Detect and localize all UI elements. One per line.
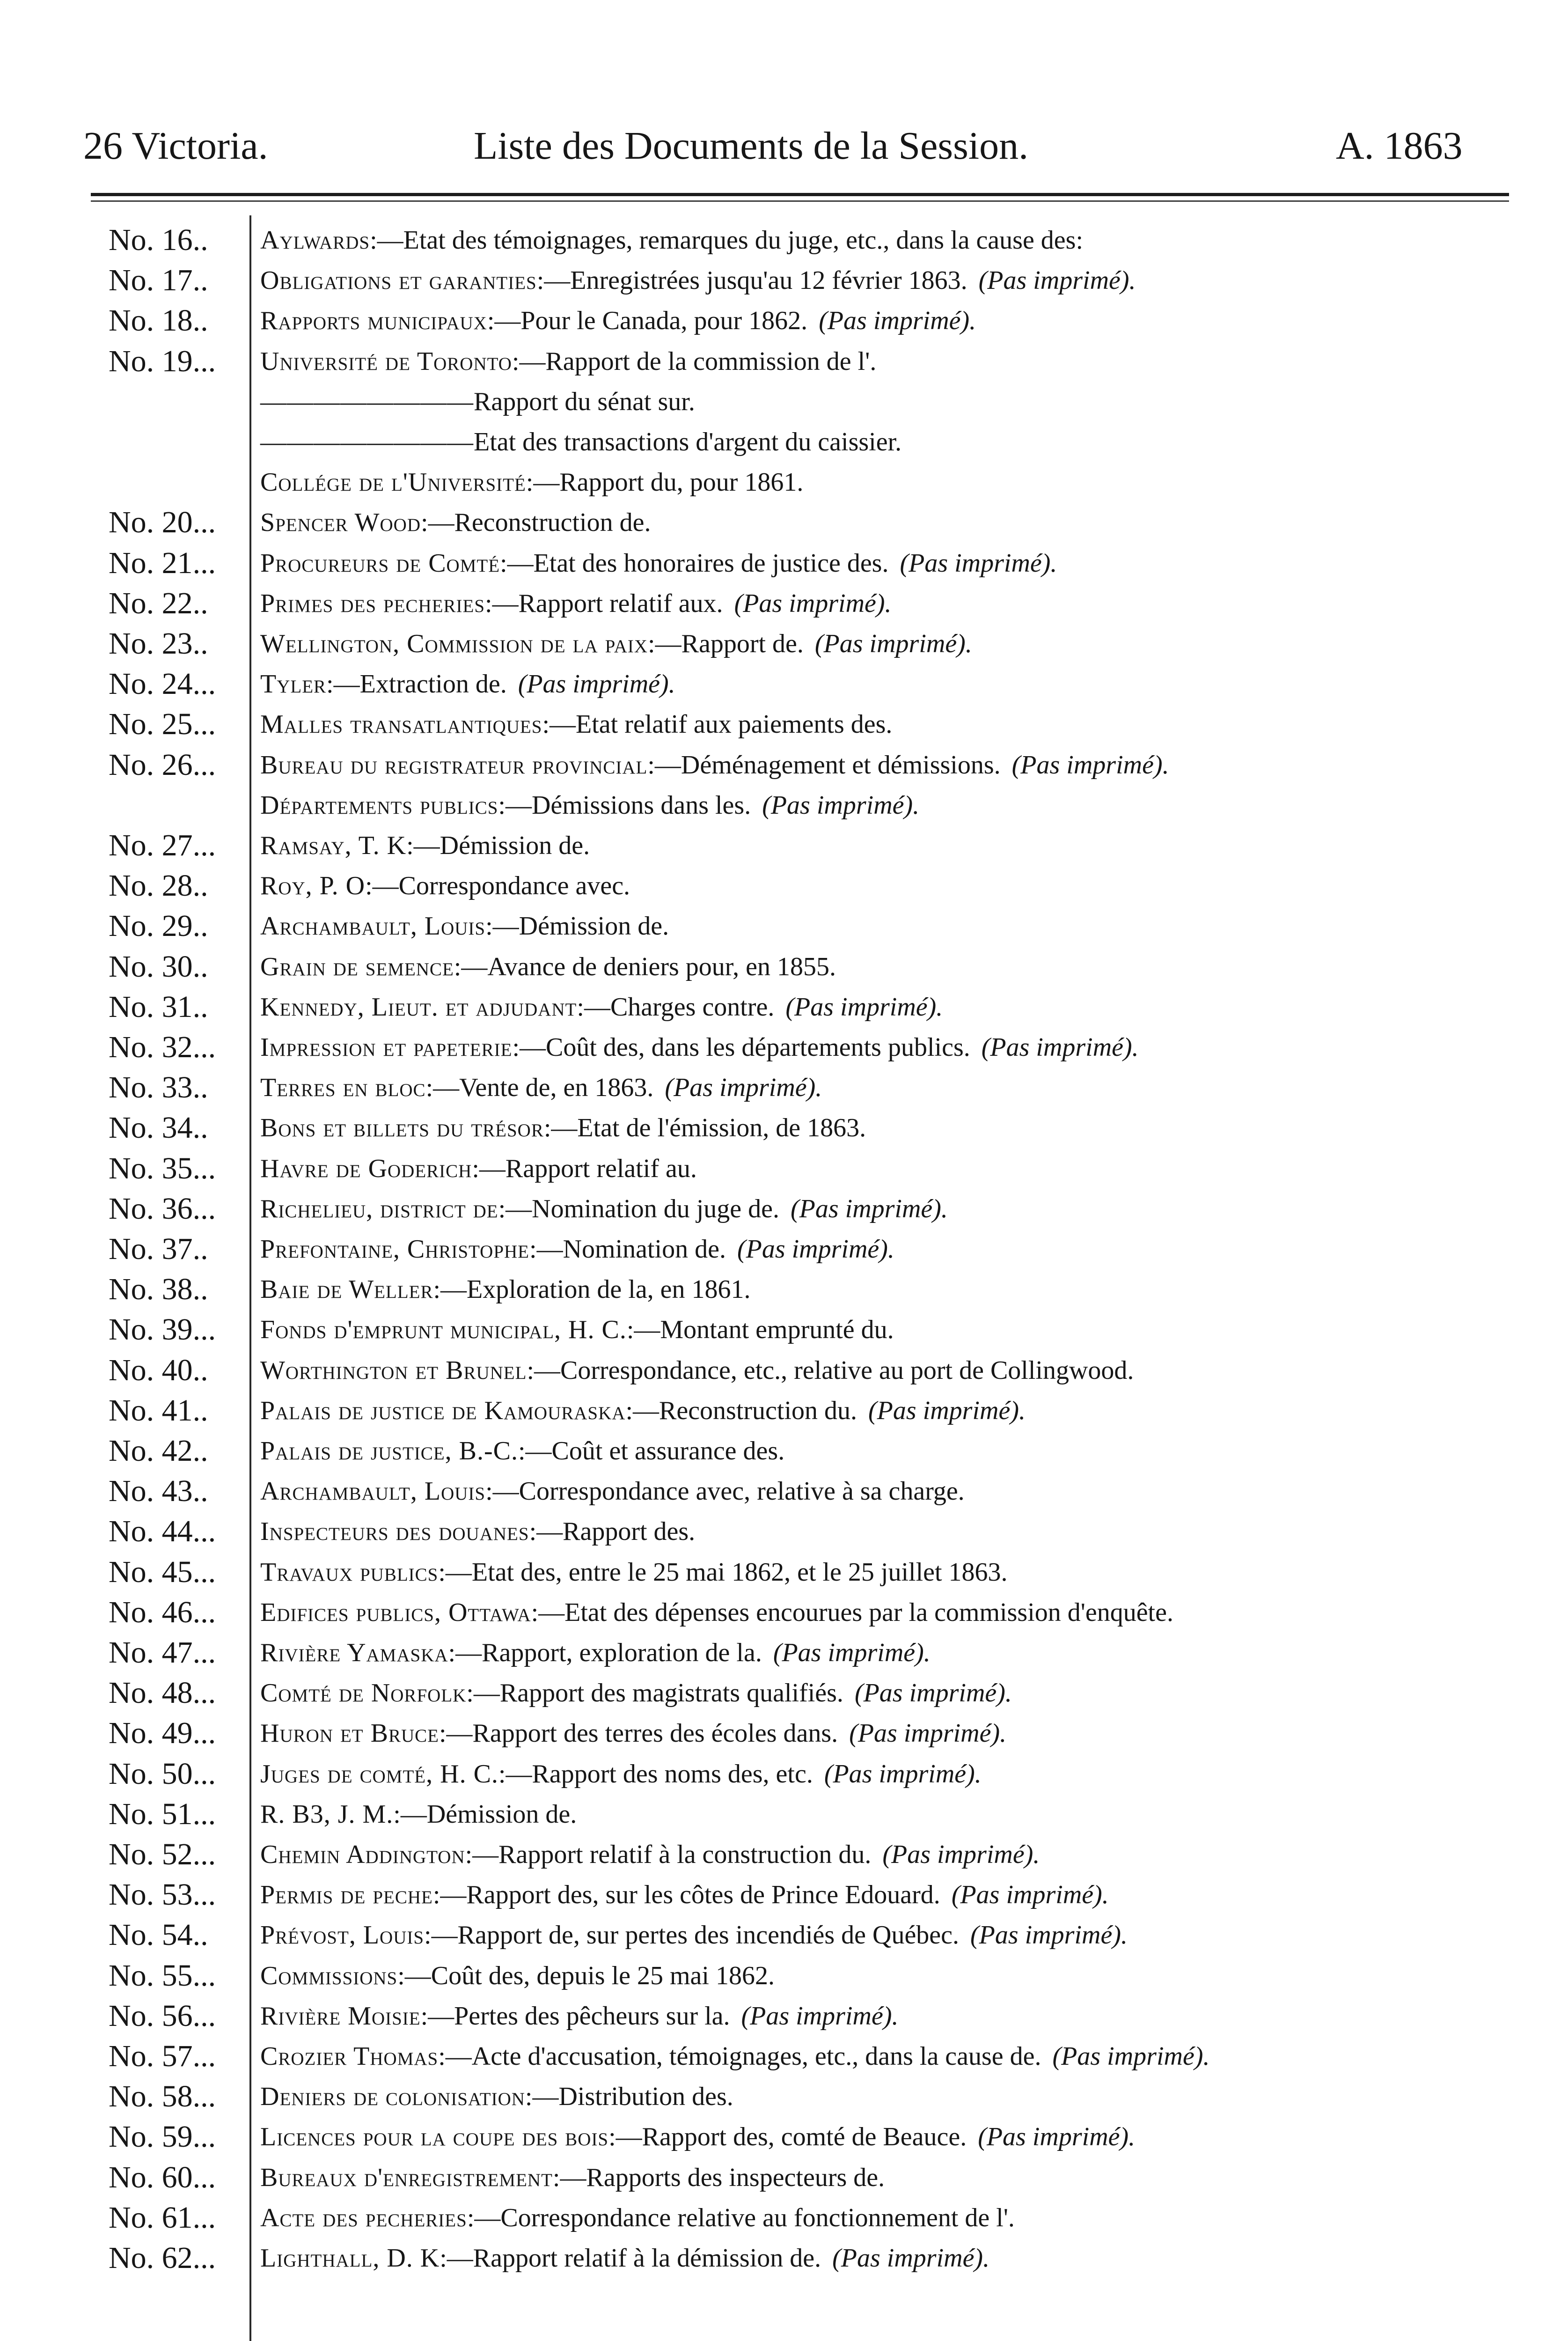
document-number: No. 24... [109, 667, 216, 701]
list-item [0, 1027, 1568, 1067]
document-entry [260, 1269, 751, 1310]
document-description: :—Rapport des, sur les côtes de Prince Edouard. [432, 1880, 940, 1910]
document-number: No. 53... [109, 1877, 216, 1912]
document-entry [260, 2036, 1209, 2076]
document-subject: Palais de justice, B.-C. [260, 1436, 518, 1465]
document-subject: Licences pour la coupe des bois [260, 2122, 609, 2152]
list-item [0, 1189, 1568, 1229]
document-description: :—Coût et assurance des. [518, 1436, 785, 1465]
not-printed-note: (Pas imprimé). [824, 1759, 982, 1789]
document-number: No. 50... [109, 1756, 216, 1791]
document-description: :—Extraction de. [326, 670, 507, 699]
not-printed-note: (Pas imprimé). [978, 266, 1136, 295]
not-printed-note: (Pas imprimé). [849, 1719, 1007, 1748]
document-entry [260, 1108, 866, 1148]
document-entry [260, 341, 876, 382]
document-number: No. 57... [109, 2039, 216, 2073]
document-subject: Roy, P. O [260, 871, 366, 901]
list-item [0, 624, 1568, 664]
document-description: :—Exploration de la, en 1861. [433, 1275, 751, 1304]
list-item [0, 502, 1568, 543]
document-subject: Richelieu, district de [260, 1194, 498, 1223]
list-item [0, 583, 1568, 624]
document-subject: Deniers de colonisation [260, 2082, 525, 2112]
list-item [0, 301, 1568, 341]
document-entry [260, 2157, 885, 2198]
document-entry [260, 1956, 775, 1996]
header-title: Liste des Documents de la Session. [474, 124, 1029, 168]
document-entry [260, 1148, 697, 1189]
document-number: No. 30.. [109, 949, 208, 984]
document-description: Rapport du sénat sur. [474, 387, 695, 416]
document-description: :—Montant emprunté du. [626, 1315, 894, 1345]
document-entry [260, 1350, 1134, 1391]
document-subject: Chemin Addington [260, 1840, 465, 1869]
document-description: :—Rapport des. [529, 1517, 696, 1546]
not-printed-note: (Pas imprimé). [854, 1678, 1012, 1708]
list-item [0, 704, 1568, 744]
list-item [0, 382, 1568, 422]
not-printed-note: (Pas imprimé). [814, 629, 972, 658]
document-description: :—Reconstruction du. [625, 1396, 857, 1425]
list-item [0, 543, 1568, 583]
document-entry [260, 1067, 822, 1108]
document-subject: Archambault, Louis [260, 1477, 486, 1506]
document-entry [260, 664, 675, 704]
document-entry [260, 1915, 1128, 1955]
document-subject: Fonds d'emprunt municipal, H. C. [260, 1315, 627, 1345]
list-item [0, 260, 1568, 301]
document-entry [260, 785, 919, 825]
document-number: No. 29.. [109, 909, 208, 943]
document-entry [260, 502, 651, 543]
document-number: No. 60... [109, 2160, 216, 2194]
document-subject: Travaux publics [260, 1557, 439, 1587]
list-item [0, 1915, 1568, 1955]
document-subject: Lighthall, D. K [260, 2244, 440, 2273]
document-description: :—Démission de. [393, 1799, 577, 1829]
document-subject: Ramsay, T. K [260, 831, 407, 860]
list-item [0, 2157, 1568, 2198]
list-item [0, 1592, 1568, 1633]
header-session: 26 Victoria. [83, 124, 268, 168]
not-printed-note: (Pas imprimé). [734, 589, 892, 618]
document-number: No. 20... [109, 505, 216, 540]
document-subject: Bureaux d'enregistrement [260, 2163, 553, 2192]
list-item [0, 2238, 1568, 2278]
list-item [0, 1673, 1568, 1713]
list-item [0, 1471, 1568, 1511]
document-description: :—Rapport relatif à la démission de. [440, 2244, 821, 2273]
document-description: :—Rapport de, sur pertes des incendiés de Québec. [424, 1921, 960, 1950]
not-printed-note: (Pas imprimé). [1011, 750, 1169, 780]
not-printed-note: (Pas imprimé). [970, 1921, 1128, 1950]
list-item [0, 906, 1568, 946]
document-description: :—Distribution des. [525, 2082, 733, 2112]
list-item [0, 1794, 1568, 1834]
document-number: No. 55... [109, 1958, 216, 1993]
document-number: No. 39... [109, 1312, 216, 1347]
document-number: No. 35... [109, 1151, 216, 1185]
list-item [0, 1269, 1568, 1310]
document-description: :—Nomination du juge de. [498, 1194, 779, 1223]
document-entry [260, 2117, 1135, 2157]
document-subject: Terres en bloc [260, 1073, 426, 1103]
document-number: No. 17.. [109, 263, 208, 298]
list-item [0, 664, 1568, 704]
document-subject: Crozier Thomas [260, 2042, 439, 2071]
document-entry [260, 624, 972, 664]
document-description: :—Démission de. [406, 831, 590, 860]
document-number: No. 54.. [109, 1918, 208, 1952]
document-entry [260, 1794, 577, 1834]
document-subject: Obligations et garanties [260, 266, 537, 295]
document-number: No. 33.. [109, 1070, 208, 1105]
document-subject: Inspecteurs des douanes [260, 1517, 529, 1546]
document-subject: Bureau du registrateur provincial [260, 750, 648, 780]
document-description: :—Rapport du, pour 1861. [526, 468, 804, 497]
document-description: :—Coût des, depuis le 25 mai 1862. [397, 1961, 775, 1990]
document-entry [260, 1754, 982, 1794]
document-subject: Edifices publics, Ottawa [260, 1597, 531, 1627]
document-entry [260, 1552, 1008, 1592]
list-item [0, 1713, 1568, 1753]
document-description: :—Démission de. [485, 912, 669, 941]
document-entry [260, 1713, 1006, 1753]
document-entry [260, 987, 943, 1027]
document-entry [260, 260, 1136, 301]
document-entry [260, 947, 836, 987]
document-number: No. 26... [109, 747, 216, 782]
list-item [0, 1431, 1568, 1471]
document-description: Etat des transactions d'argent du caissier. [474, 427, 902, 456]
document-subject: Université de Toronto [260, 346, 512, 376]
document-subject: ———————— [260, 427, 474, 456]
list-item [0, 2036, 1568, 2076]
document-number: No. 19... [109, 344, 216, 378]
document-description: :—Rapport de. [648, 629, 804, 658]
document-number: No. 22.. [109, 586, 208, 620]
document-entry [260, 543, 1057, 583]
list-item [0, 1391, 1568, 1431]
document-description: :—Avance de deniers pour, en 1855. [454, 952, 836, 981]
document-description: :—Coût des, dans les départements publics. [512, 1033, 970, 1062]
header-year: A. 1863 [1336, 124, 1463, 168]
document-description: :—Correspondance relative au fonctionnement de l'. [467, 2203, 1015, 2232]
document-subject: Rapports municipaux [260, 306, 487, 336]
document-description: :—Rapport relatif au. [472, 1154, 697, 1183]
document-entry [260, 220, 1083, 260]
document-entry [260, 1189, 948, 1229]
document-number: No. 48... [109, 1676, 216, 1710]
not-printed-note: (Pas imprimé). [978, 2122, 1136, 2152]
not-printed-note: (Pas imprimé). [741, 2001, 899, 2031]
not-printed-note: (Pas imprimé). [882, 1840, 1040, 1869]
list-item [0, 422, 1568, 462]
list-item [0, 1875, 1568, 1915]
list-item [0, 462, 1568, 502]
list-item [0, 220, 1568, 260]
list-item [0, 2076, 1568, 2117]
document-description: :—Rapport de la commission de l'. [512, 346, 877, 376]
not-printed-note: (Pas imprimé). [819, 306, 976, 336]
document-entry [260, 906, 669, 946]
document-number: No. 23.. [109, 626, 208, 661]
document-subject: Prefontaine, Christophe [260, 1235, 530, 1264]
list-item [0, 947, 1568, 987]
document-number: No. 31.. [109, 989, 208, 1024]
list-item [0, 1350, 1568, 1391]
document-description: :—Etat des honoraires de justice des. [500, 548, 889, 578]
document-subject: Juges de comté, H. C. [260, 1759, 498, 1789]
document-number: No. 41.. [109, 1393, 208, 1428]
document-description: :—Etat des, entre le 25 mai 1862, et le 25 juillet 1863. [438, 1557, 1008, 1587]
document-number: No. 59... [109, 2120, 216, 2154]
document-description: :—Rapport relatif aux. [485, 589, 723, 618]
document-entry [260, 1027, 1139, 1067]
document-entry [260, 2198, 1015, 2238]
document-entry [260, 1229, 894, 1269]
document-description: :—Reconstruction de. [421, 508, 651, 537]
document-description: :—Rapport des, comté de Beauce. [608, 2122, 967, 2152]
document-subject: Palais de justice de Kamouraska [260, 1396, 626, 1425]
not-printed-note: (Pas imprimé). [981, 1033, 1139, 1062]
document-number: No. 52... [109, 1837, 216, 1871]
document-entry [260, 1875, 1109, 1915]
document-description: :—Rapport des magistrats qualifiés. [466, 1678, 843, 1708]
not-printed-note: (Pas imprimé). [773, 1638, 931, 1667]
list-item [0, 745, 1568, 785]
document-subject: Impression et papeterie [260, 1033, 513, 1062]
not-printed-note: (Pas imprimé). [951, 1880, 1109, 1910]
document-entry [260, 1391, 1026, 1431]
document-entry [260, 2076, 733, 2117]
document-description: :—Enregistrées jusqu'au 12 février 1863. [536, 266, 967, 295]
document-entry [260, 1834, 1040, 1875]
list-item [0, 341, 1568, 382]
document-subject: Tyler [260, 670, 327, 699]
not-printed-note: (Pas imprimé). [785, 992, 943, 1022]
document-number: No. 40.. [109, 1353, 208, 1387]
document-description: :—Rapport relatif à la construction du. [465, 1840, 872, 1869]
document-number: No. 46... [109, 1595, 216, 1629]
list-item [0, 1511, 1568, 1552]
document-description: :—Démissions dans les. [498, 790, 751, 820]
document-entry [260, 462, 803, 502]
document-number: No. 34.. [109, 1111, 208, 1145]
list-item [0, 1067, 1568, 1108]
document-entry [260, 422, 901, 462]
document-number: No. 42.. [109, 1434, 208, 1468]
document-description: :—Vente de, en 1863. [425, 1073, 654, 1103]
list-item [0, 785, 1568, 825]
document-subject: Havre de Goderich [260, 1154, 472, 1183]
document-description: :—Charges contre. [577, 992, 775, 1022]
document-description: :—Rapport des noms des, etc. [498, 1759, 813, 1789]
document-subject: Kennedy, Lieut. et adjudant [260, 992, 577, 1022]
document-entry [260, 583, 892, 624]
document-entry [260, 1471, 965, 1511]
document-entry [260, 301, 976, 341]
document-entry [260, 866, 630, 906]
document-number: No. 51... [109, 1796, 216, 1831]
not-printed-note: (Pas imprimé). [900, 548, 1057, 578]
document-entry [260, 1673, 1012, 1713]
list-item [0, 1108, 1568, 1148]
document-subject: Rivière Yamaska [260, 1638, 448, 1667]
document-number: No. 62... [109, 2241, 216, 2275]
list-item [0, 1310, 1568, 1350]
document-subject: Collége de l'Université [260, 468, 526, 497]
document-description: :—Correspondance avec, relative à sa charge. [485, 1477, 965, 1506]
list-item [0, 1552, 1568, 1592]
document-entry [260, 1310, 894, 1350]
document-subject: ———————— [260, 387, 474, 416]
document-entry [260, 1633, 931, 1673]
document-subject: Spencer Wood [260, 508, 421, 537]
document-subject: Départements publics [260, 790, 498, 820]
list-item [0, 987, 1568, 1027]
not-printed-note: (Pas imprimé). [762, 790, 920, 820]
document-subject: Malles transatlantiques [260, 710, 542, 739]
document-entry [260, 745, 1169, 785]
list-item [0, 1148, 1568, 1189]
list-item [0, 825, 1568, 866]
document-entry [260, 1431, 784, 1471]
document-description: :—Etat des dépenses encourues par la commission d'enquête. [531, 1597, 1173, 1627]
document-number: No. 16.. [109, 223, 208, 257]
document-entry [260, 1511, 695, 1552]
not-printed-note: (Pas imprimé). [868, 1396, 1026, 1425]
document-subject: Acte des pecheries [260, 2203, 467, 2232]
document-number: No. 47... [109, 1635, 216, 1670]
document-description: :—Déménagement et démissions. [647, 750, 1001, 780]
list-item [0, 866, 1568, 906]
document-subject: Prévost, Louis [260, 1921, 425, 1950]
document-description: :—Correspondance avec. [365, 871, 630, 901]
document-entry [260, 704, 892, 744]
document-number: No. 45... [109, 1554, 216, 1589]
document-subject: Archambault, Louis [260, 912, 486, 941]
document-number: No. 25... [109, 707, 216, 742]
document-subject: Baie de Weller [260, 1275, 433, 1304]
document-description: :—Pertes des pêcheurs sur la. [420, 2001, 730, 2031]
document-entry [260, 1996, 898, 2036]
not-printed-note: (Pas imprimé). [737, 1235, 894, 1264]
document-subject: R. B3, J. M. [260, 1799, 394, 1829]
list-item [0, 1754, 1568, 1794]
document-number: No. 58... [109, 2079, 216, 2114]
document-description: :—Rapport, exploration de la. [448, 1638, 762, 1667]
document-number: No. 38.. [109, 1272, 208, 1307]
not-printed-note: (Pas imprimé). [832, 2244, 990, 2273]
not-printed-note: (Pas imprimé). [665, 1073, 822, 1103]
document-number: No. 21... [109, 545, 216, 580]
document-number: No. 32... [109, 1030, 216, 1064]
list-item [0, 1834, 1568, 1875]
document-subject: Worthington et Brunel [260, 1355, 527, 1385]
document-number: No. 43.. [109, 1474, 208, 1509]
document-description: :—Acte d'accusation, témoignages, etc., dans la cause de. [438, 2042, 1041, 2071]
list-item [0, 1229, 1568, 1269]
document-number: No. 61... [109, 2200, 216, 2235]
document-description: :—Correspondance, etc., relative au port de Collingwood. [527, 1355, 1134, 1385]
document-subject: Grain de semence [260, 952, 454, 981]
document-entry [260, 2238, 989, 2278]
document-subject: Procureurs de Comté [260, 548, 500, 578]
document-subject: Huron et Bruce [260, 1719, 439, 1748]
document-description: :—Pour le Canada, pour 1862. [487, 306, 808, 336]
document-description: :—Etat relatif aux paiements des. [542, 710, 893, 739]
document-description: :—Etat de l'émission, de 1863. [543, 1113, 866, 1143]
document-number: No. 36... [109, 1191, 216, 1226]
document-entry [260, 1592, 1173, 1633]
header-rule-thick [91, 193, 1509, 196]
document-number: No. 18.. [109, 303, 208, 338]
document-entry [260, 382, 695, 422]
document-number: No. 27... [109, 828, 216, 862]
document-number: No. 49... [109, 1716, 216, 1751]
document-subject: Rivière Moisie [260, 2001, 421, 2031]
document-entry [260, 825, 590, 866]
list-item [0, 1633, 1568, 1673]
document-subject: Primes des pecheries [260, 589, 485, 618]
not-printed-note: (Pas imprimé). [518, 670, 675, 699]
document-subject: Aylwards [260, 226, 370, 255]
document-subject: Comté de Norfolk [260, 1678, 467, 1708]
list-item [0, 2117, 1568, 2157]
not-printed-note: (Pas imprimé). [1052, 2042, 1210, 2071]
list-item [0, 1956, 1568, 1996]
document-subject: Commissions [260, 1961, 398, 1990]
document-description: :—Etat des témoignages, remarques du juge, etc., dans la cause des: [370, 226, 1084, 255]
document-subject: Wellington, Commission de la paix [260, 629, 648, 658]
document-description: :—Nomination de. [529, 1235, 726, 1264]
document-number: No. 44... [109, 1514, 216, 1549]
not-printed-note: (Pas imprimé). [790, 1194, 948, 1223]
document-number: No. 28.. [109, 869, 208, 903]
page-header [0, 118, 1568, 174]
list-item [0, 1996, 1568, 2036]
document-subject: Bons et billets du trésor [260, 1113, 544, 1143]
document-number: No. 56... [109, 1998, 216, 2033]
document-subject: Permis de peche [260, 1880, 433, 1910]
list-item [0, 2198, 1568, 2238]
document-number: No. 37.. [109, 1232, 208, 1266]
header-rule-thin [91, 200, 1509, 202]
document-description: :—Rapport des terres des écoles dans. [439, 1719, 838, 1748]
document-description: :—Rapports des inspecteurs de. [552, 2163, 885, 2192]
